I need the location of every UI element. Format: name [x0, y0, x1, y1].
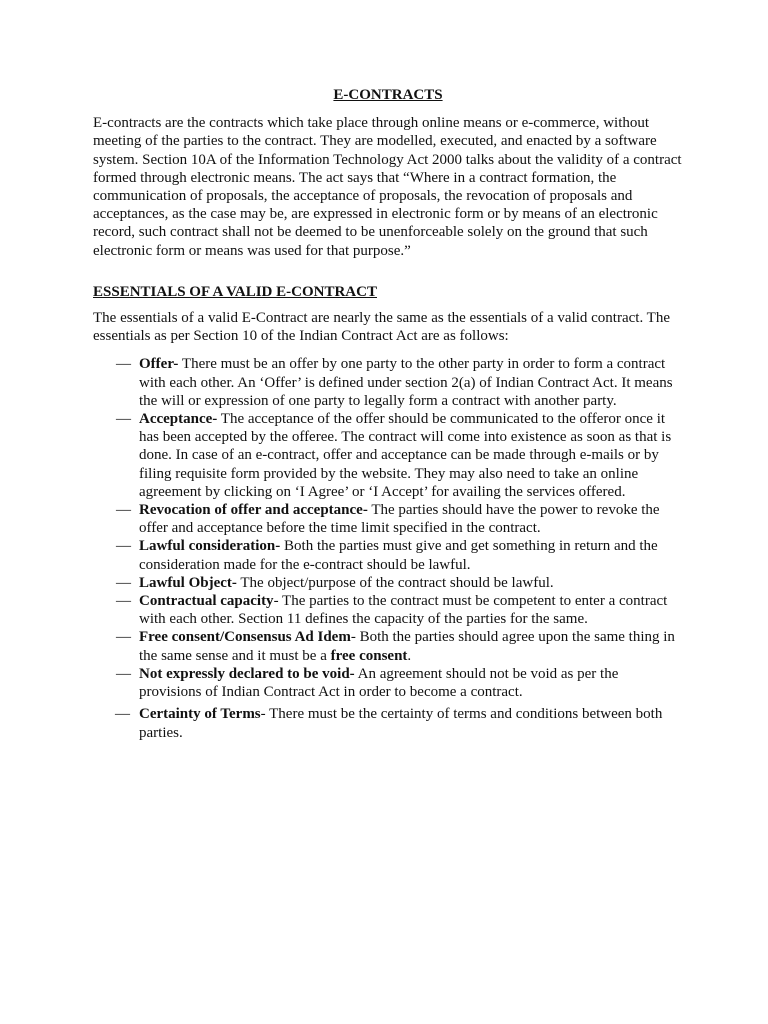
essential-text: The object/purpose of the contract should be lawful.: [236, 574, 554, 591]
essential-text: An agreement should not be void as per the provisions of Indian Contract Act in order to become a contract.: [139, 665, 619, 701]
bullet-dash: —: [116, 411, 131, 428]
essential-text: The acceptance of the offer should be communicated to the offeror once it has been accepted by the offeree. The contract will come into existence as soon as that is done. In case of an e-contract, offer and acceptance can be made through e-mails or by filing requisite form provided by the website. They may also need to take an online agreement by clicking on ‘I Agree’ or ‘I Accept’ for availing the services offered.: [139, 411, 672, 500]
bullet-dash: —: [116, 593, 131, 610]
essential-item-revocation: [93, 501, 683, 537]
essential-item-offer: [93, 355, 683, 410]
essential-term: Not expressly declared to be void-: [139, 665, 355, 682]
essential-tail: .: [407, 647, 412, 664]
document-page: [93, 86, 683, 742]
section-intro-paragraph: The essentials of a valid E-Contract are nearly the same as the essentials of a valid contract. The essentials as per Section 10 of the Indian Contract Act are as follows:: [93, 310, 671, 345]
essential-text: - The parties to the contract must be competent to enter a contract with each other. Section 11 defines the capacity of the parties for the same.: [139, 593, 668, 628]
bullet-dash: —: [116, 356, 131, 373]
essential-text: - Both the parties should agree upon the same thing in the same sense and it must be a: [139, 629, 675, 664]
essential-item-not-void: [93, 665, 683, 701]
section-heading: ESSENTIALS OF A VALID E-CONTRACT: [93, 283, 377, 300]
bullet-dash: —: [116, 502, 131, 519]
essential-text: The parties should have the power to revoke the offer and acceptance before the time limit specified in the contract.: [139, 502, 660, 537]
essential-item-free-consent: [93, 628, 683, 664]
essential-term: Free consent/Consensus Ad Idem: [139, 629, 351, 646]
bullet-dash: —: [116, 629, 131, 646]
essential-item-lawful-consideration: [93, 537, 683, 573]
bullet-dash: —: [116, 574, 131, 591]
bullet-dash: —: [115, 706, 130, 723]
essential-term: Lawful Object-: [139, 574, 237, 591]
essential-item-contractual-capacity: [93, 592, 683, 628]
intro-paragraph: E-contracts are the contracts which take place through online means or e-commerce, without meeting of the parties to the contract. They are modelled, executed, and enacted by a software system. Section 10A of the Information Technology Act 2000 talks about the validity of a contract formed through electronic means. The act says that “Where in a contract formation, the communication of proposals, the acceptance of proposals, the revocation of proposals and acceptances, as the case may be, are expressed in electronic form or by means of an electronic record, such contract shall not be deemed to be unenforceable solely on the ground that such electronic form or means was used for that purpose.”: [93, 115, 682, 259]
essential-term: Contractual capacity: [139, 593, 274, 610]
essentials-list: [93, 355, 683, 741]
essential-text: - There must be the certainty of terms and conditions between both parties.: [139, 706, 663, 741]
essential-term: Offer-: [139, 356, 179, 373]
essential-text: Both the parties must give and get something in return and the consideration made for the e-contract should be lawful.: [139, 538, 658, 573]
document-title: E-CONTRACTS: [333, 87, 443, 103]
bullet-dash: —: [116, 665, 131, 682]
bullet-dash: —: [116, 538, 131, 555]
essential-term: Revocation of offer and acceptance-: [139, 502, 368, 519]
essential-term: Lawful consideration-: [139, 538, 281, 555]
essential-text: There must be an offer by one party to the other party in order to form a contract with each other. An ‘Offer’ is defined under section 2(a) of Indian Contract Act. It means the will or expression of one party to legally form a contract with another party.: [139, 356, 673, 409]
essential-term: Certainty of Terms: [139, 706, 261, 723]
essential-emphasis: free consent: [330, 647, 408, 664]
essential-term: Acceptance-: [139, 411, 218, 428]
essential-item-acceptance: [93, 410, 683, 501]
essential-item-lawful-object: [93, 574, 683, 592]
essential-item-certainty-of-terms: [93, 705, 683, 741]
